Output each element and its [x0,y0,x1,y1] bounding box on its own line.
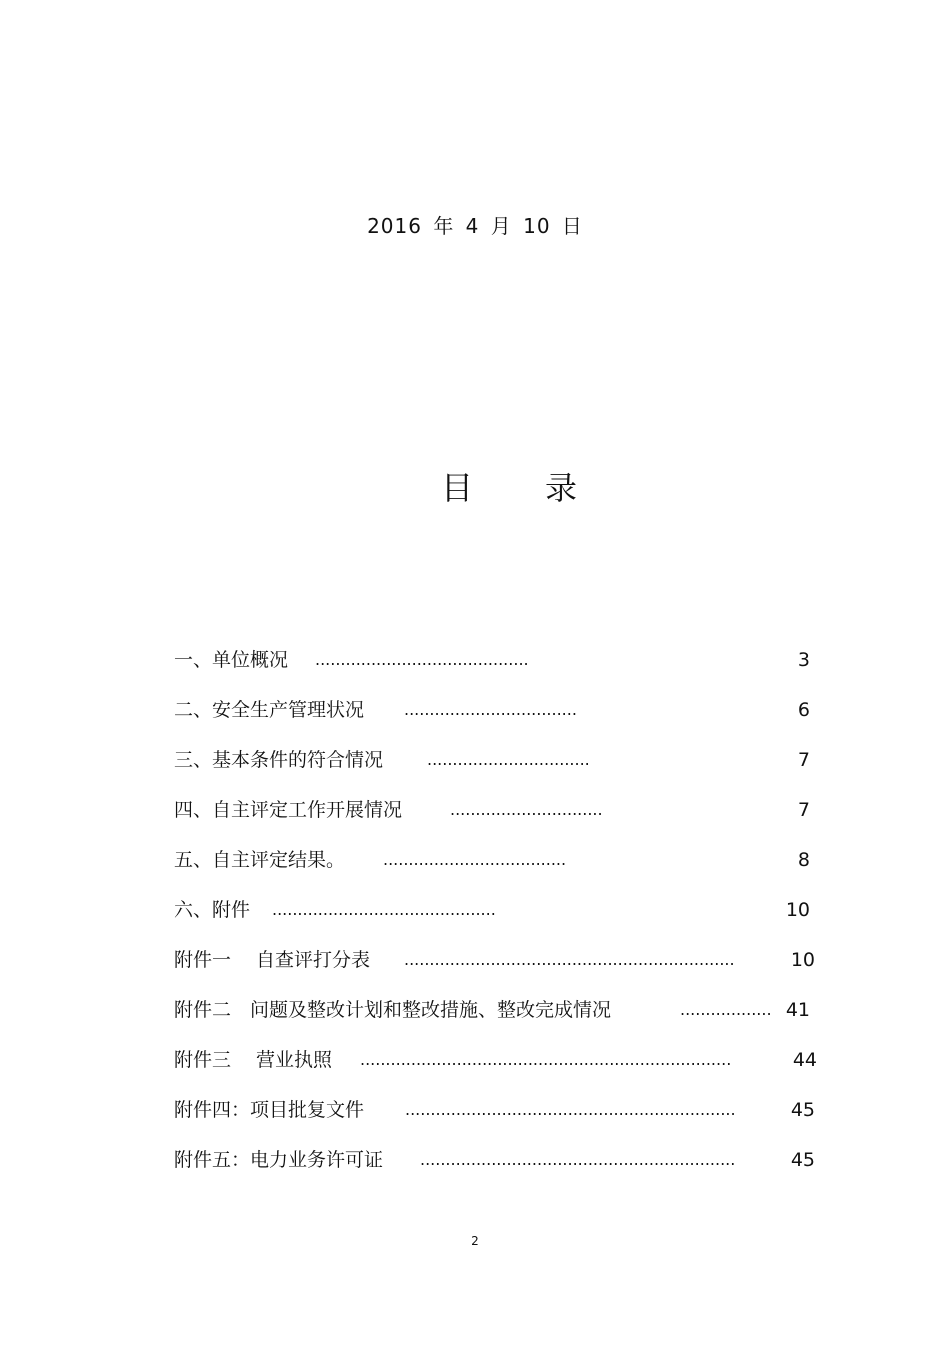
toc-entry[interactable] [0,795,950,825]
toc-entry-page: 10 [785,899,810,921]
toc-entry-leader: ......................................................................... [360,1050,732,1069]
toc-entry-label: 六、附件 [174,899,251,921]
toc-entry[interactable] [0,645,950,675]
toc-entry-page: 8 [797,849,810,871]
toc-entry-page: 10 [790,949,815,971]
toc-entry[interactable] [0,1095,950,1125]
toc-entry[interactable] [0,1045,950,1075]
toc-entry-leader: ................................................................. [405,1100,736,1119]
document-date: 2016 年 4 月 10 日 [367,214,583,238]
toc-entry-label: 四、自主评定工作开展情况 [174,799,403,821]
toc-entry-page: 7 [797,799,810,821]
toc-entry-leader: .................. [680,1000,772,1019]
toc-entry-page: 7 [797,749,810,771]
toc-entry-label: 附件三 营业执照 [174,1049,333,1071]
toc-entry-page: 6 [797,699,810,721]
toc-entry-label: 附件五：电力业务许可证 [174,1149,384,1171]
toc-entry[interactable] [0,945,950,975]
toc-title-char-1: 目 [441,469,474,507]
toc-entry-leader: ................................ [427,750,590,769]
toc-title [441,468,577,508]
toc-entry[interactable] [0,695,950,725]
toc-entry[interactable] [0,745,950,775]
toc-entry-label: 附件一 自查评打分表 [174,949,371,971]
toc-entry-label: 附件二 问题及整改计划和整改措施、整改完成情况 [174,999,612,1021]
toc-entry[interactable] [0,995,950,1025]
toc-title-char-2: 录 [545,469,578,507]
toc-entry-leader: ............................................ [272,900,496,919]
toc-entry-page: 41 [785,999,810,1021]
toc-entry-label: 一、单位概况 [174,649,289,671]
toc-entry-page: 3 [797,649,810,671]
toc-entry-label: 五、自主评定结果。 [174,849,346,871]
toc-entry-page: 45 [790,1099,815,1121]
toc-entry-leader: ................................................................. [404,950,735,969]
page-number: 2 [471,1234,479,1248]
toc-entry[interactable] [0,845,950,875]
toc-entry-leader: .............................. [450,800,603,819]
toc-entry[interactable] [0,1145,950,1175]
toc-entry-label: 三、基本条件的符合情况 [174,749,384,771]
toc-entry[interactable] [0,895,950,925]
toc-entry-leader: .................................... [383,850,567,869]
toc-entry-page: 44 [792,1049,817,1071]
toc-entry-label: 附件四：项目批复文件 [174,1099,365,1121]
toc-entry-leader: .................................. [404,700,577,719]
toc-entry-label: 二、安全生产管理状况 [174,699,365,721]
toc-entry-leader: .............................................................. [420,1150,736,1169]
toc-entry-page: 45 [790,1149,815,1171]
toc-entry-leader: .......................................... [315,650,529,669]
